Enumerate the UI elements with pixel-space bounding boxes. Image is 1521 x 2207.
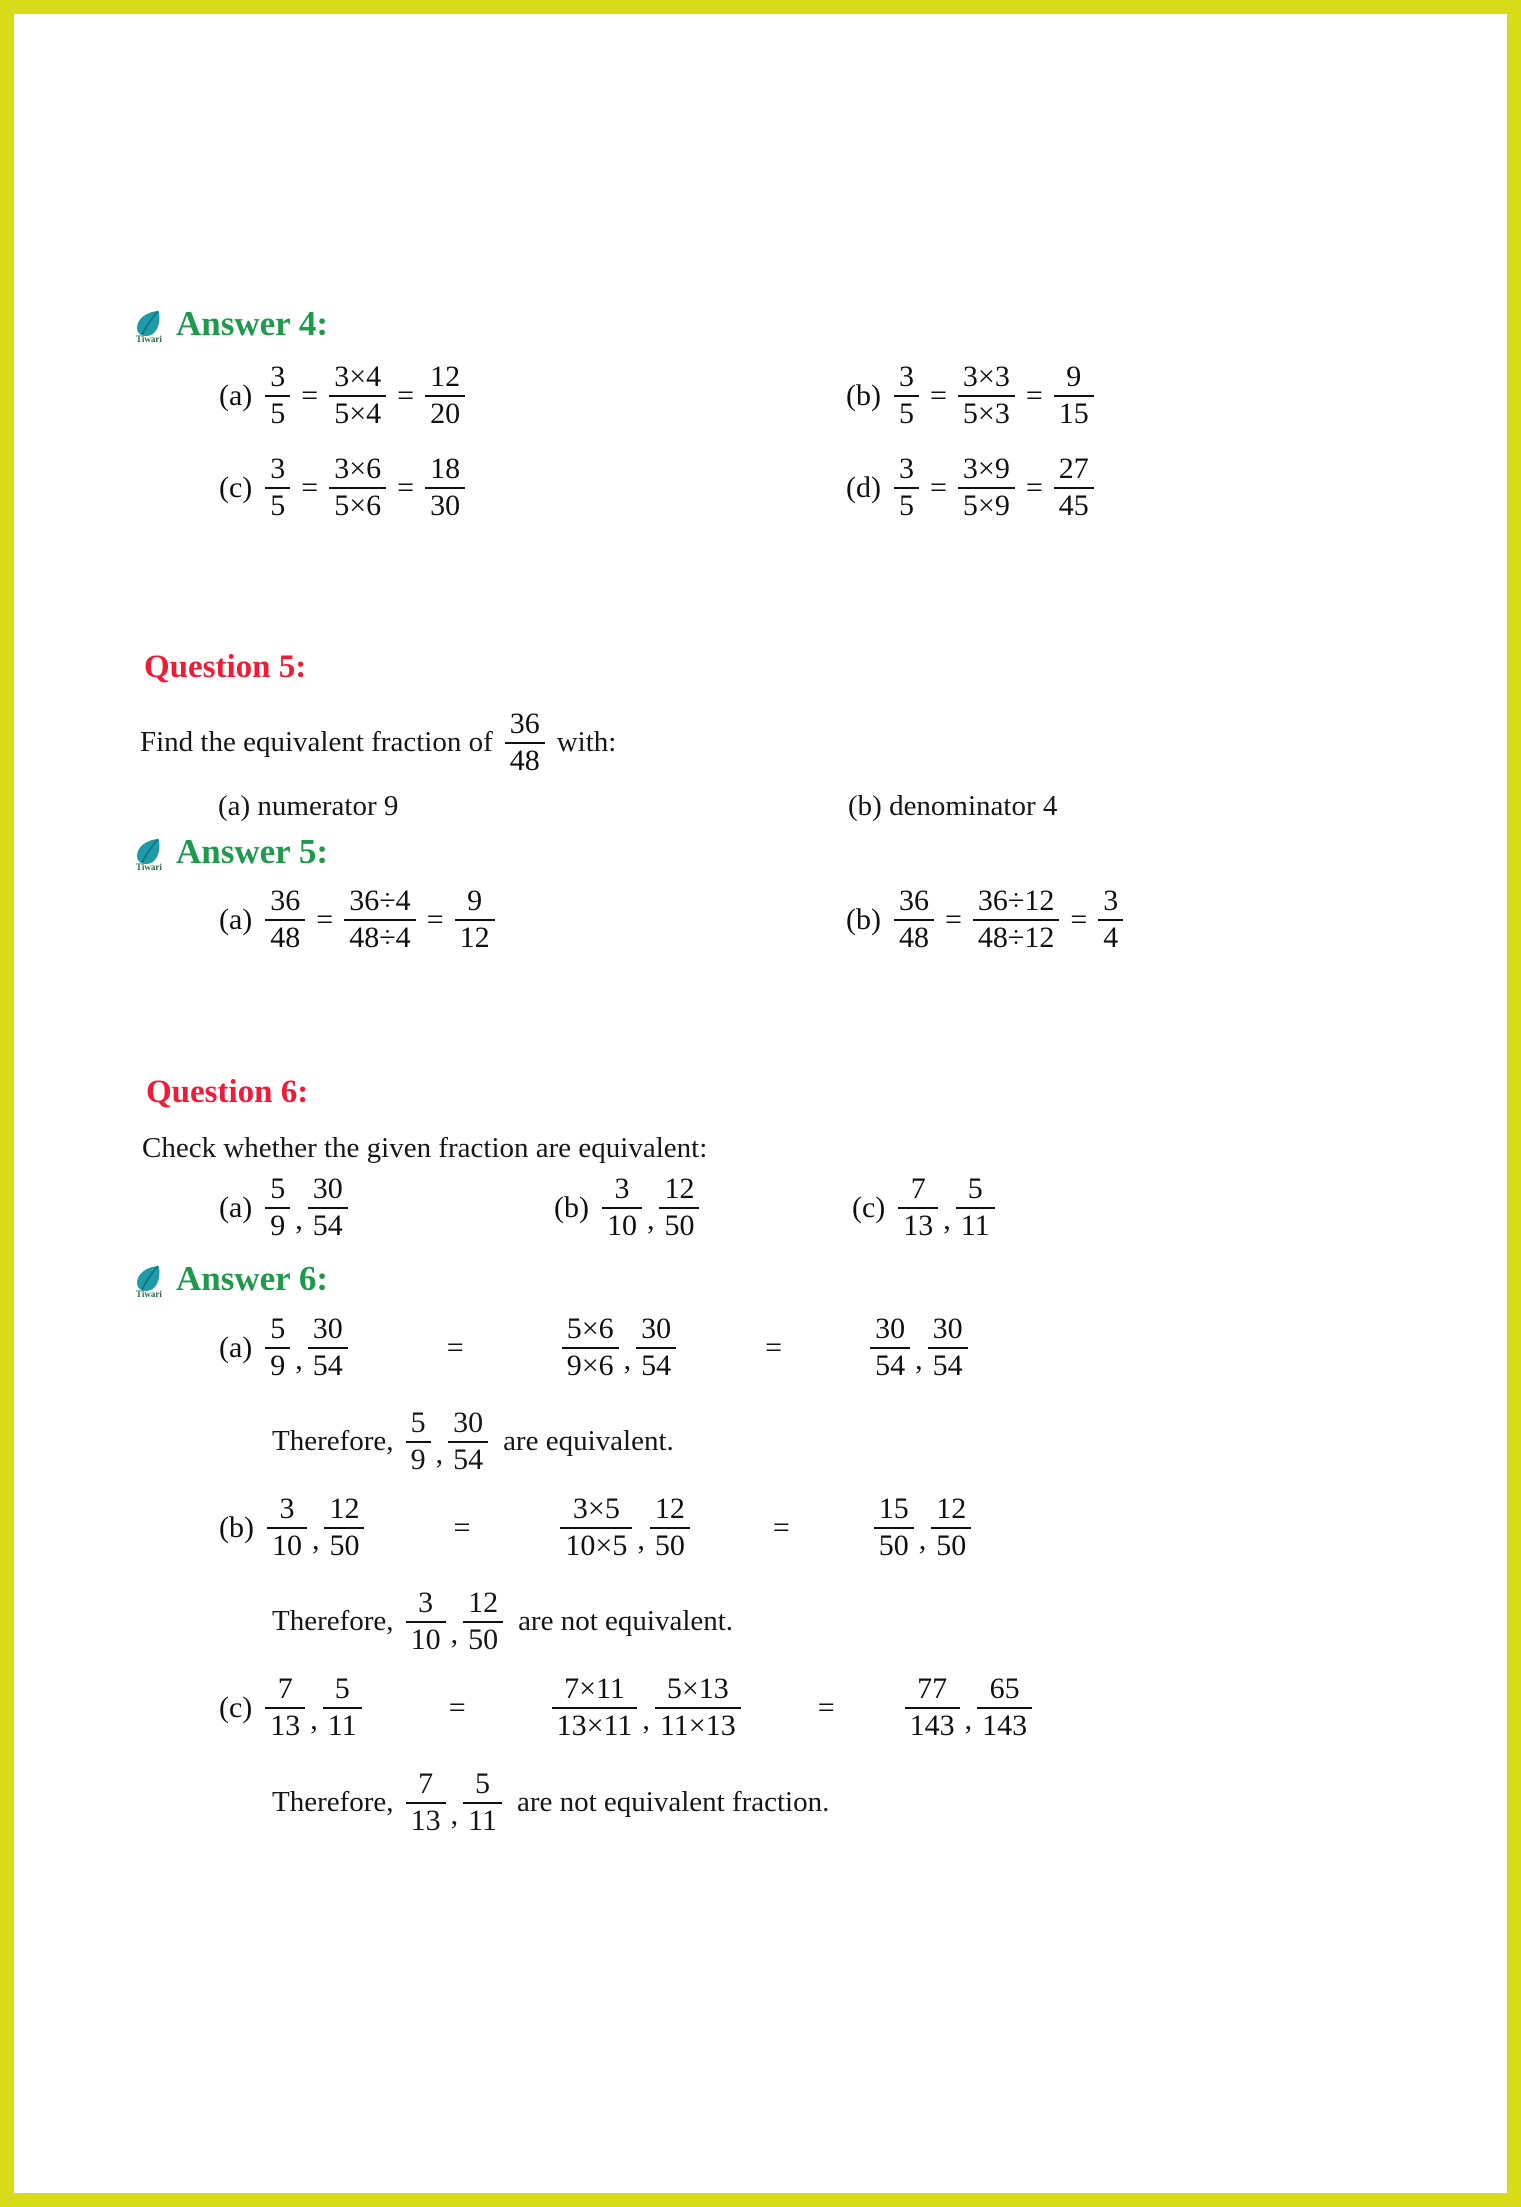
fraction: [870, 1314, 910, 1381]
fraction: [448, 1408, 488, 1475]
denominator: 54: [932, 1348, 963, 1382]
answer-6-item-b-label: (b): [219, 1510, 254, 1544]
question-6-option-c: [852, 1174, 998, 1241]
numerator: 5: [334, 1672, 350, 1705]
numerator: 12: [468, 1586, 499, 1619]
therefore-label: Therefore,: [272, 1425, 394, 1458]
denominator: 5: [270, 396, 286, 430]
numerator: 5: [410, 1406, 426, 1439]
numerator: 3×9: [962, 452, 1010, 485]
denominator: 45: [1058, 488, 1089, 522]
answer-6-item-b: [219, 1494, 974, 1561]
numerator: 30: [312, 1312, 343, 1345]
answer-6-conclusion-c: [272, 1769, 829, 1836]
denominator: 9: [270, 1348, 286, 1382]
numerator: 36: [270, 884, 301, 917]
fraction: [344, 886, 415, 953]
answer-6-item-c-label: (c): [219, 1690, 253, 1724]
equals-sign: =: [453, 1510, 471, 1544]
fraction: [560, 1494, 632, 1561]
equals-sign: =: [1025, 378, 1043, 412]
denominator: 10: [606, 1208, 637, 1242]
fraction: [406, 1769, 446, 1836]
numerator: 30: [875, 1312, 906, 1345]
comma: ,: [450, 1798, 459, 1832]
denominator: 5×9: [962, 488, 1010, 522]
denominator: 10: [271, 1528, 302, 1562]
denominator: 9: [270, 1208, 286, 1242]
svg-text:Tiwari: Tiwari: [136, 862, 162, 871]
denominator: 9: [410, 1442, 426, 1476]
denominator: 11: [468, 1803, 497, 1837]
equals-sign: =: [817, 1690, 835, 1724]
tiwari-leaf-logo-icon: [132, 1264, 170, 1298]
equals-sign: =: [772, 1510, 790, 1544]
denominator: 50: [654, 1528, 685, 1562]
numerator: 12: [654, 1492, 685, 1525]
denominator: 48÷12: [977, 920, 1055, 954]
fraction: [659, 1174, 699, 1241]
comma: ,: [915, 1343, 923, 1377]
answer-5-item-a-label: (a): [219, 902, 253, 936]
comma: ,: [435, 1437, 444, 1471]
question-5-prompt-after: with:: [556, 726, 617, 759]
denominator: 5: [270, 488, 286, 522]
numerator: 36: [898, 884, 929, 917]
numerator: 27: [1058, 452, 1089, 485]
numerator: 9: [467, 884, 483, 917]
fraction: [463, 1588, 503, 1655]
therefore-label: Therefore,: [272, 1605, 394, 1638]
numerator: 9: [1066, 360, 1082, 393]
fraction: [655, 1674, 741, 1741]
fraction: [324, 1494, 364, 1561]
question-6-option-b-label: (b): [554, 1190, 589, 1224]
denominator: 48÷4: [349, 920, 411, 954]
document-page: [14, 14, 1507, 2193]
numerator: 77: [917, 1672, 948, 1705]
equals-sign: =: [301, 470, 319, 504]
numerator: 5×13: [666, 1672, 729, 1705]
numerator: 5: [967, 1172, 983, 1205]
denominator: 13×11: [556, 1708, 633, 1742]
fraction: [928, 1314, 968, 1381]
fraction: [265, 886, 305, 953]
numerator: 3: [898, 360, 914, 393]
answer-6-heading-text: Answer 6:: [176, 1259, 328, 1298]
denominator: 143: [909, 1708, 955, 1742]
numerator: 12: [430, 360, 461, 393]
answer-4-item-b-label: (b): [846, 378, 881, 412]
fraction: [425, 454, 465, 521]
numerator: 30: [641, 1312, 672, 1345]
numerator: 36÷4: [349, 884, 411, 917]
numerator: 5: [475, 1767, 490, 1800]
question-5-option-a: (a) numerator 9: [218, 790, 399, 822]
fraction: [650, 1494, 690, 1561]
numerator: 3: [270, 452, 286, 485]
answer-5-heading: [132, 832, 328, 872]
question-6-option-c-label: (c): [852, 1190, 886, 1224]
svg-text:Tiwari: Tiwari: [136, 1289, 162, 1298]
numerator: 3: [898, 452, 914, 485]
numerator: 3×5: [572, 1492, 620, 1525]
fraction: [1098, 886, 1123, 953]
comma: ,: [310, 1703, 318, 1737]
denominator: 54: [312, 1348, 343, 1382]
equals-sign: =: [397, 378, 415, 412]
fraction: [956, 1174, 995, 1241]
fraction: [505, 709, 545, 776]
conclusion-text: are not equivalent.: [518, 1605, 734, 1638]
denominator: 13: [903, 1208, 934, 1242]
fraction: [267, 1494, 307, 1561]
numerator: 12: [936, 1492, 967, 1525]
numerator: 12: [329, 1492, 360, 1525]
denominator: 12: [459, 920, 490, 954]
answer-6-item-a: [219, 1314, 971, 1381]
answer-4-item-c: [219, 454, 468, 521]
numerator: 7: [418, 1767, 434, 1800]
equals-sign: =: [1070, 902, 1088, 936]
answer-6-item-c: [219, 1674, 1035, 1741]
numerator: 30: [312, 1172, 343, 1205]
numerator: 5: [270, 1312, 286, 1345]
fraction: [463, 1769, 502, 1836]
denominator: 50: [878, 1528, 909, 1562]
fraction: [329, 362, 386, 429]
fraction: [406, 1408, 431, 1475]
denominator: 15: [1058, 396, 1089, 430]
answer-5-heading-text: Answer 5:: [176, 832, 328, 871]
comma: ,: [642, 1703, 650, 1737]
denominator: 143: [982, 1708, 1028, 1742]
therefore-label: Therefore,: [272, 1786, 394, 1819]
comma: ,: [637, 1523, 645, 1557]
fraction: [973, 886, 1059, 953]
comma: ,: [918, 1523, 927, 1557]
equals-sign: =: [1025, 470, 1043, 504]
tiwari-leaf-logo-icon: [132, 837, 170, 871]
comma: ,: [943, 1203, 951, 1237]
equals-sign: =: [301, 378, 319, 412]
question-5-prompt-before: Find the equivalent fraction of: [140, 726, 493, 759]
denominator: 54: [312, 1208, 343, 1242]
equals-sign: =: [765, 1330, 783, 1364]
fraction: [1054, 362, 1094, 429]
fraction: [636, 1314, 676, 1381]
denominator: 13: [270, 1708, 301, 1742]
question-6-option-b: [554, 1174, 702, 1241]
answer-5-item-b: [846, 886, 1126, 953]
comma: ,: [295, 1203, 303, 1237]
answer-6-conclusion-a: [272, 1408, 674, 1475]
denominator: 11: [960, 1208, 990, 1242]
denominator: 5×4: [334, 396, 382, 430]
fraction: [265, 454, 290, 521]
numerator: 3: [1103, 884, 1119, 917]
answer-4-heading: [132, 304, 328, 344]
answer-4-item-a: [219, 362, 468, 429]
equals-sign: =: [397, 470, 415, 504]
numerator: 5×6: [566, 1312, 614, 1345]
denominator: 11×13: [659, 1708, 736, 1742]
denominator: 4: [1103, 920, 1119, 954]
fraction: [265, 1174, 290, 1241]
fraction: [323, 1674, 362, 1741]
conclusion-text: are equivalent.: [503, 1425, 674, 1458]
equals-sign: =: [446, 1330, 464, 1364]
answer-6-conclusion-b: [272, 1588, 733, 1655]
fraction: [905, 1674, 960, 1741]
numerator: 36÷12: [977, 884, 1055, 917]
denominator: 50: [329, 1528, 360, 1562]
numerator: 7: [277, 1672, 293, 1705]
fraction: [265, 1674, 305, 1741]
denominator: 11: [327, 1708, 357, 1742]
comma: ,: [646, 1203, 655, 1237]
equals-sign: =: [929, 470, 947, 504]
fraction: [894, 454, 919, 521]
denominator: 13: [410, 1803, 441, 1837]
fraction: [1054, 454, 1094, 521]
fraction: [894, 886, 934, 953]
fraction: [874, 1494, 914, 1561]
numerator: 3×3: [962, 360, 1010, 393]
equals-sign: =: [426, 902, 444, 936]
numerator: 30: [453, 1406, 484, 1439]
denominator: 5: [898, 488, 914, 522]
denominator: 5: [898, 396, 914, 430]
numerator: 30: [932, 1312, 963, 1345]
answer-5-item-a: [219, 886, 498, 953]
numerator: 15: [878, 1492, 909, 1525]
fraction: [898, 1174, 938, 1241]
answer-4-item-d-label: (d): [846, 470, 881, 504]
comma: ,: [623, 1343, 632, 1377]
equals-sign: =: [316, 902, 334, 936]
denominator: 50: [664, 1208, 695, 1242]
fraction: [265, 1314, 290, 1381]
answer-4-item-c-label: (c): [219, 470, 253, 504]
answer-4-item-d: [846, 454, 1097, 521]
fraction: [308, 1174, 348, 1241]
denominator: 10: [410, 1622, 441, 1656]
answer-4-item-b: [846, 362, 1097, 429]
question-5-prompt: [140, 709, 616, 776]
numerator: 3×6: [334, 452, 382, 485]
fraction: [308, 1314, 348, 1381]
fraction: [265, 362, 290, 429]
numerator: 12: [664, 1172, 695, 1205]
fraction: [406, 1588, 446, 1655]
numerator: 3×4: [334, 360, 382, 393]
denominator: 10×5: [565, 1528, 628, 1562]
comma: ,: [311, 1523, 320, 1557]
denominator: 48: [509, 743, 540, 777]
answer-5-item-b-label: (b): [846, 902, 881, 936]
denominator: 48: [898, 920, 929, 954]
comma: ,: [450, 1617, 459, 1651]
comma: ,: [964, 1703, 973, 1737]
numerator: 3: [418, 1586, 434, 1619]
numerator: 65: [989, 1672, 1020, 1705]
question-6-heading: Question 6:: [146, 1074, 309, 1110]
answer-6-item-a-label: (a): [219, 1330, 253, 1364]
fraction: [455, 886, 495, 953]
equals-sign: =: [944, 902, 962, 936]
denominator: 5×3: [962, 396, 1010, 430]
fraction: [552, 1674, 638, 1741]
fraction: [329, 454, 386, 521]
denominator: 50: [468, 1622, 499, 1656]
fraction: [894, 362, 919, 429]
numerator: 7×11: [564, 1672, 625, 1705]
question-5-heading: Question 5:: [144, 649, 307, 685]
denominator: 54: [641, 1348, 672, 1382]
question-6-option-a: [219, 1174, 351, 1241]
denominator: 48: [270, 920, 301, 954]
numerator: 18: [430, 452, 461, 485]
equals-sign: =: [448, 1690, 466, 1724]
denominator: 30: [430, 488, 461, 522]
fraction: [562, 1314, 619, 1381]
denominator: 5×6: [334, 488, 382, 522]
fraction: [931, 1494, 971, 1561]
fraction: [602, 1174, 642, 1241]
conclusion-text: are not equivalent fraction.: [516, 1786, 830, 1819]
denominator: 20: [430, 396, 461, 430]
question-6-prompt: Check whether the given fraction are equivalent:: [142, 1132, 708, 1164]
numerator: 5: [270, 1172, 286, 1205]
answer-4-item-a-label: (a): [219, 378, 253, 412]
numerator: 3: [614, 1172, 630, 1205]
numerator: 7: [910, 1172, 926, 1205]
numerator: 3: [279, 1492, 295, 1525]
question-5-option-b: (b) denominator 4: [848, 790, 1058, 822]
fraction: [425, 362, 465, 429]
denominator: 50: [936, 1528, 967, 1562]
page-content: [14, 14, 1507, 2193]
fraction: [977, 1674, 1032, 1741]
question-6-option-a-label: (a): [219, 1190, 253, 1224]
numerator: 36: [509, 707, 540, 740]
denominator: 54: [875, 1348, 906, 1382]
equals-sign: =: [929, 378, 947, 412]
denominator: 9×6: [566, 1348, 614, 1382]
comma: ,: [295, 1343, 303, 1377]
numerator: 3: [270, 360, 286, 393]
svg-text:Tiwari: Tiwari: [136, 334, 162, 343]
tiwari-leaf-logo-icon: [132, 309, 170, 343]
fraction: [958, 362, 1015, 429]
fraction: [958, 454, 1015, 521]
denominator: 54: [453, 1442, 484, 1476]
answer-6-heading: [132, 1259, 328, 1299]
answer-4-heading-text: Answer 4:: [176, 304, 328, 343]
